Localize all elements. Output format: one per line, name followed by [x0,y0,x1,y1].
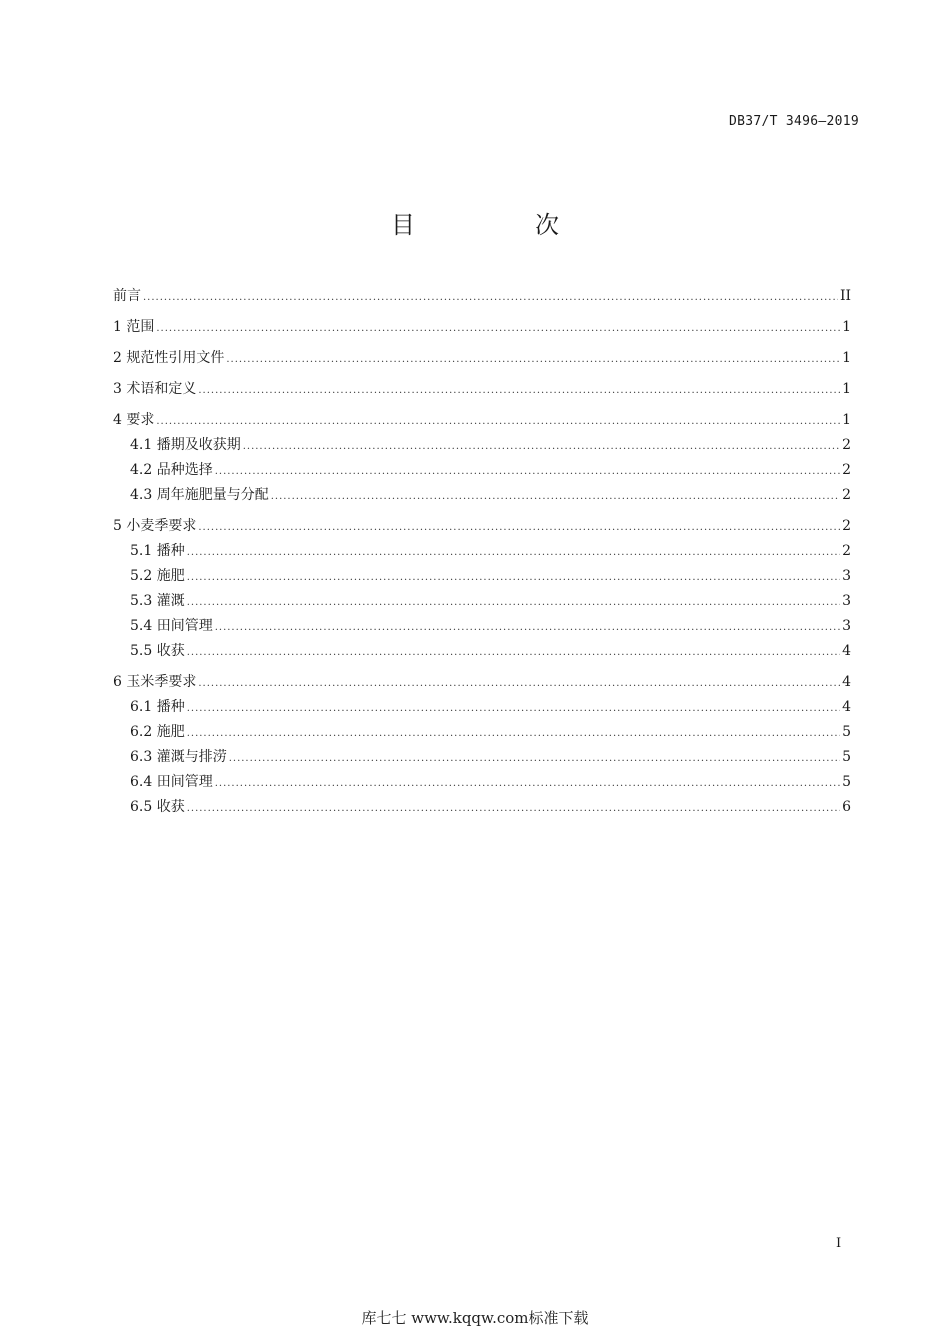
toc-entry-page: 3 [842,568,851,584]
toc-entry-page: 3 [842,593,851,609]
toc-entry[interactable] [113,639,851,664]
toc-entry-label: 5.2 施肥 [130,568,185,584]
toc-entry[interactable] [113,564,851,589]
toc-entry-page: 2 [842,543,851,559]
toc-title: 目 次 [391,211,607,239]
toc-entry[interactable] [113,695,851,720]
toc-dot-leader [215,459,840,484]
toc-entry[interactable] [113,315,851,340]
toc-entry-label: 5.5 收获 [130,643,185,659]
toc-entry-label: 6.5 收获 [130,799,185,815]
toc-entry-page: 4 [842,699,851,715]
toc-entry[interactable] [113,589,851,614]
toc-dot-leader [187,796,840,821]
toc-entry-page: 5 [842,774,851,790]
toc-entry[interactable] [113,745,851,770]
toc-entry-label: 5.1 播种 [130,543,185,559]
toc-entry[interactable] [113,539,851,564]
toc-dot-leader [226,347,840,372]
toc-dot-leader [215,771,840,796]
page-number: I [836,1236,842,1251]
toc-entry[interactable] [113,458,851,483]
document-code: DB37/T 3496—2019 [728,114,859,129]
toc-entry-page: 1 [842,381,851,397]
toc-entry-page: 1 [842,350,851,366]
table-of-contents [113,284,851,820]
toc-entry-page: 2 [842,437,851,453]
toc-entry[interactable] [113,483,851,508]
toc-entry-page: II [839,288,851,304]
toc-dot-leader [187,721,840,746]
toc-dot-leader [156,409,840,434]
toc-entry-label: 1 范围 [113,319,155,335]
toc-entry-page: 1 [842,412,851,428]
toc-dot-leader [156,316,840,341]
toc-entry-page: 4 [842,643,851,659]
toc-entry[interactable] [113,614,851,639]
toc-entry[interactable] [113,720,851,745]
toc-entry[interactable] [113,346,851,371]
toc-entry-page: 5 [842,724,851,740]
toc-dot-leader [198,378,840,403]
toc-entry[interactable] [113,670,851,695]
toc-entry[interactable] [113,795,851,820]
toc-entry-label: 6.1 播种 [130,699,185,715]
toc-entry[interactable] [113,284,851,309]
toc-entry-label: 5.4 田间管理 [130,618,213,634]
toc-entry-label: 4.2 品种选择 [130,462,213,478]
toc-dot-leader [198,515,840,540]
toc-dot-leader [271,484,840,509]
toc-dot-leader [143,285,838,310]
toc-entry[interactable] [113,770,851,795]
toc-entry[interactable] [113,433,851,458]
toc-entry-page: 2 [842,462,851,478]
toc-entry-label: 6.3 灌溉与排涝 [130,749,227,765]
toc-entry-label: 2 规范性引用文件 [113,350,225,366]
toc-entry-label: 4.1 播期及收获期 [130,437,241,453]
toc-entry-label: 前言 [113,288,141,304]
toc-entry-page: 2 [842,518,851,534]
toc-dot-leader [187,590,840,615]
toc-entry-page: 6 [842,799,851,815]
toc-entry-label: 6 玉米季要求 [113,674,197,690]
toc-entry-page: 4 [842,674,851,690]
toc-entry-label: 4 要求 [113,412,155,428]
toc-dot-leader [187,640,840,665]
toc-entry-label: 6.4 田间管理 [130,774,213,790]
toc-entry-page: 5 [842,749,851,765]
toc-dot-leader [243,434,840,459]
footer-watermark: 库七七 www.kqqw.com标准下载 [361,1309,589,1327]
toc-entry-label: 3 术语和定义 [113,381,197,397]
toc-entry-label: 5 小麦季要求 [113,518,197,534]
toc-dot-leader [229,746,840,771]
toc-entry[interactable] [113,377,851,402]
toc-entry-page: 3 [842,618,851,634]
toc-dot-leader [215,615,840,640]
toc-dot-leader [198,671,840,696]
toc-entry-label: 5.3 灌溉 [130,593,185,609]
toc-entry[interactable] [113,514,851,539]
toc-dot-leader [187,540,840,565]
toc-entry-label: 6.2 施肥 [130,724,185,740]
toc-entry[interactable] [113,408,851,433]
toc-entry-page: 2 [842,487,851,503]
toc-dot-leader [187,565,840,590]
toc-dot-leader [187,696,840,721]
toc-entry-page: 1 [842,319,851,335]
toc-entry-label: 4.3 周年施肥量与分配 [130,487,269,503]
